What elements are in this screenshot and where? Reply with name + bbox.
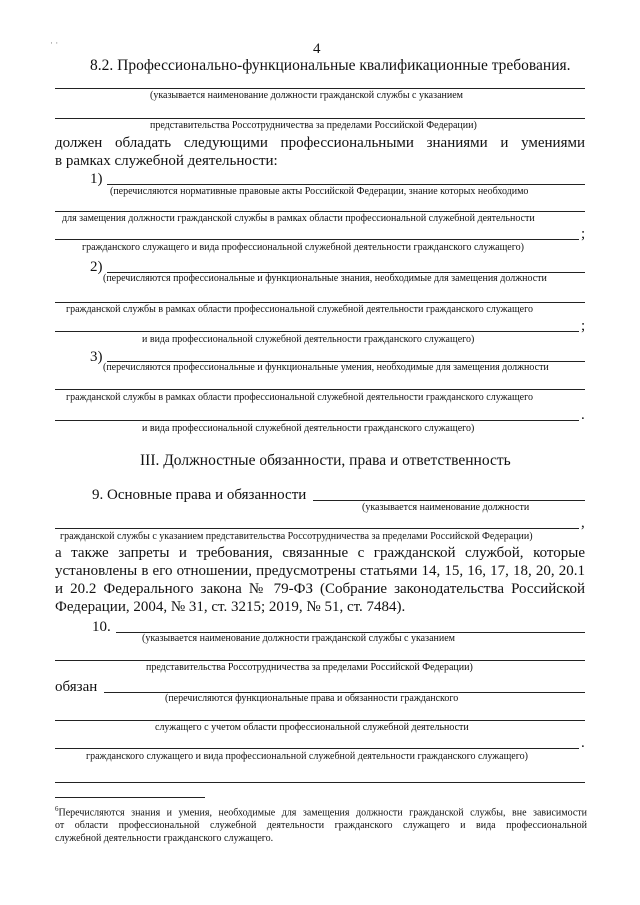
obliged-label: обязан (55, 679, 98, 695)
blank-line (55, 211, 585, 212)
paragraph-line: и 20.2 Федерального закона № 79-ФЗ (Собрание законодательства Российской (55, 581, 585, 597)
caption: (перечисляются профессиональные и функциональные знания, необходимые для замещения должности (103, 273, 547, 284)
paragraph-line: Федерации, 2004, № 31, ст. 3215; 2019, № 51, ст. 7484). (55, 599, 406, 615)
footnote-line: от области профессиональной служебной деятельности гражданского служащего и вида профессиональной (55, 820, 587, 832)
caption: гражданской службы в рамках области профессиональной служебной деятельности гражданского служащего (66, 304, 533, 315)
blank-line (55, 720, 585, 721)
caption: гражданского служащего и вида профессиональной служебной деятельности гражданского служащего) (86, 751, 528, 762)
footnote-line: служебной деятельности гражданского служащего. (55, 833, 274, 845)
footnote (55, 803, 587, 845)
blank-line (107, 184, 585, 185)
blank-line (55, 118, 585, 119)
paragraph-line: а также запреты и требования, связанные с гражданской службой, которые (55, 545, 585, 561)
intro-line: должен обладать следующими профессиональными знаниями и умениями (55, 135, 585, 151)
blank-line (55, 331, 579, 332)
section-heading: III. Должностные обязанности, права и ответственность (140, 452, 511, 469)
caption: для замещения должности гражданской службы в рамках области профессиональной служебной деятельности (62, 213, 535, 224)
blank-line (55, 748, 579, 749)
caption: служащего с учетом области профессиональной служебной деятельности (155, 722, 469, 733)
line-end-mark: ; (581, 318, 586, 334)
caption: и вида профессиональной служебной деятельности гражданского служащего) (142, 423, 475, 434)
paragraph-line: установлены в его отношении, предусмотрены статьями 14, 15, 16, 17, 18, 20, 20.1 (55, 563, 585, 579)
footnote-line: Перечисляются знания и умения, необходимые для замещения должности гражданской службы, вне зависимости (58, 807, 587, 819)
caption: гражданского служащего и вида профессиональной служебной деятельности гражданского служащего) (82, 242, 524, 253)
caption: (указывается наименование должности гражданской службы с указанием (142, 633, 455, 644)
caption: и вида профессиональной служебной деятельности гражданского служащего) (142, 334, 475, 345)
page-number: 4 (313, 41, 321, 57)
caption: представительства Россотрудничества за пределами Российской Федерации) (150, 120, 477, 131)
line-end-mark: . (581, 407, 585, 423)
corner-mark: · · (50, 38, 59, 48)
item-number: 3) (90, 349, 103, 365)
blank-line (55, 782, 585, 783)
blank-line (55, 420, 579, 421)
blank-line (313, 500, 585, 501)
item-number: 10. (92, 619, 111, 635)
item-9-lead: 9. Основные права и обязанности (92, 487, 307, 503)
blank-line (55, 528, 579, 529)
line-end-mark: ; (581, 226, 586, 242)
blank-line (55, 389, 585, 390)
footnote-marker: 6 (55, 805, 59, 813)
caption: гражданской службы с указанием представительства Россотрудничества за пределами Российской Федерации) (60, 531, 533, 542)
section-8-2-title: 8.2. Профессионально-функциональные квалификационные требования. (90, 57, 571, 74)
blank-line (55, 88, 585, 89)
caption: (указывается наименование должности гражданской службы с указанием (150, 90, 463, 101)
blank-line (55, 239, 579, 240)
footnote-separator (55, 797, 205, 798)
intro-line: в рамках служебной деятельности: (55, 153, 278, 169)
line-end-mark: . (581, 735, 585, 751)
caption: (перечисляются функциональные права и обязанности гражданского (165, 693, 459, 704)
blank-line (55, 660, 585, 661)
line-end-mark: , (581, 515, 585, 531)
caption: гражданской службы в рамках области профессиональной служебной деятельности гражданского служащего (66, 392, 533, 403)
item-number: 1) (90, 171, 103, 187)
item-number: 2) (90, 259, 103, 275)
caption: (указывается наименование должности (362, 502, 530, 513)
caption: (перечисляются профессиональные и функциональные умения, необходимые для замещения должности (103, 362, 549, 373)
caption: представительства Россотрудничества за пределами Российской Федерации) (146, 662, 473, 673)
blank-line (55, 302, 585, 303)
caption: (перечисляются нормативные правовые акты Российской Федерации, знание которых необходимо (110, 186, 529, 197)
